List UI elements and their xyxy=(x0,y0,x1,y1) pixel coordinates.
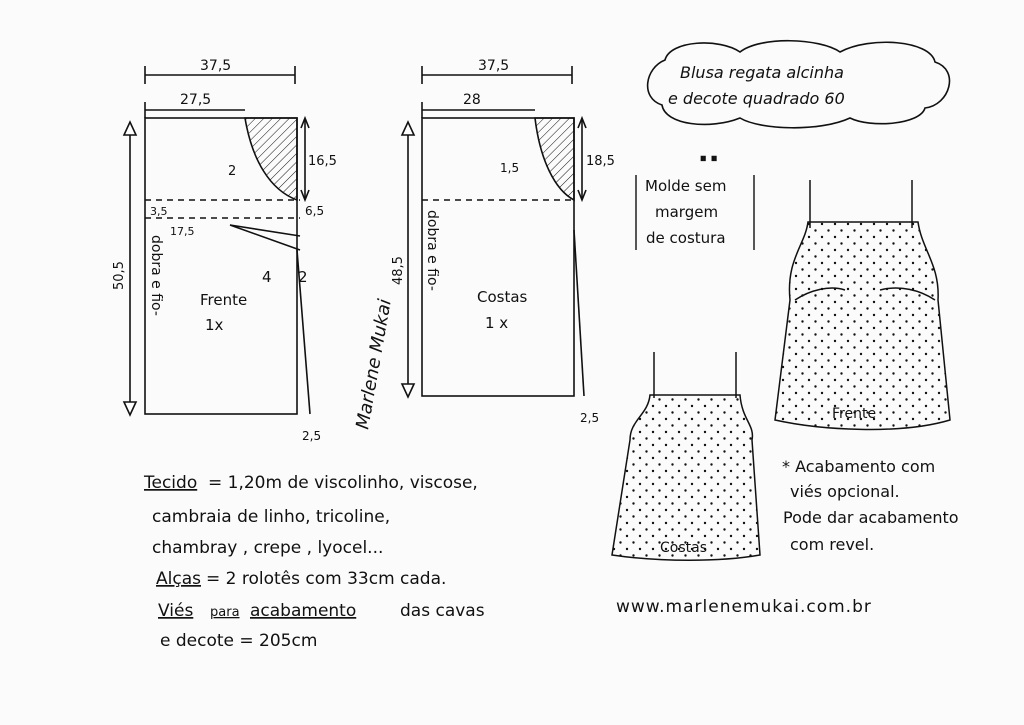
front-armhole-curve: 2 xyxy=(228,164,237,179)
back-width-top: 37,5 xyxy=(478,58,510,74)
back-side-flare xyxy=(574,230,584,396)
back-side-flare: 2,5 xyxy=(580,411,600,425)
finish-line1: * Acabamento com xyxy=(782,457,936,476)
materials-vies-text: das cavas xyxy=(400,601,485,621)
back-height: 48,5 xyxy=(391,256,406,285)
materials-vies-line2: e decote = 205cm xyxy=(160,631,318,651)
back-armhole-curve: 1,5 xyxy=(500,161,520,175)
back-illustration xyxy=(612,352,760,560)
seam-note-line2: margem xyxy=(655,203,719,221)
materials-alcas-label: Alças xyxy=(156,569,201,589)
website: www.marlenemukai.com.br xyxy=(616,597,872,617)
front-width-upper: 27,5 xyxy=(180,92,212,108)
seam-note-line1: Molde sem xyxy=(645,177,727,195)
front-armhole-hatch xyxy=(245,118,297,200)
materials-vies-mid: para xyxy=(210,605,240,620)
front-height: 50,5 xyxy=(112,261,127,290)
front-side-flare: 2,5 xyxy=(302,429,322,443)
front-piece-name: Frente xyxy=(200,291,248,309)
materials-tecido-label: Tecido xyxy=(144,473,198,493)
front-top-body xyxy=(775,222,950,429)
finish-line3: Pode dar acabamento xyxy=(783,508,959,527)
finish-line4: com revel. xyxy=(790,535,875,554)
front-dart-right: 2 xyxy=(298,268,308,286)
finish-line2: viés opcional. xyxy=(790,482,900,501)
back-width-upper: 28 xyxy=(463,92,481,108)
front-illustration xyxy=(775,180,950,429)
front-piece-qty: 1x xyxy=(205,316,224,334)
materials-vies-mid2: acabamento xyxy=(250,601,357,621)
signature: Marlene Mukai xyxy=(352,297,396,431)
title-line2: e decote quadrado 60 xyxy=(668,89,845,108)
back-piece-qty: 1 x xyxy=(485,314,509,332)
materials-tecido-text: = 1,20m de viscolinho, viscose, xyxy=(208,473,478,493)
front-fold-label: dobra e fio- xyxy=(148,235,164,316)
seam-note-line3: de costura xyxy=(646,229,726,247)
materials-tecido-line2: cambraia de linho, tricoline, xyxy=(152,507,391,527)
svg-text:" ": " " xyxy=(700,155,718,171)
front-dart-length: 17,5 xyxy=(170,225,195,238)
front-dart-gap: 6,5 xyxy=(305,204,325,218)
illus-back-label: Costas xyxy=(660,540,707,556)
title-cloud xyxy=(648,41,950,128)
materials-vies-label: Viés xyxy=(158,601,194,621)
materials-alcas-text: = 2 rolotês com 33cm cada. xyxy=(206,569,447,589)
back-fold-label: dobra e fio- xyxy=(424,210,440,291)
front-width-top: 37,5 xyxy=(200,58,232,74)
illus-front-label: Frente xyxy=(832,406,877,422)
back-piece-name: Costas xyxy=(477,288,528,306)
front-neck-drop: 3,5 xyxy=(150,205,168,218)
front-dart xyxy=(230,225,300,250)
back-armhole-depth: 18,5 xyxy=(586,154,615,169)
title-line1: Blusa regata alcinha xyxy=(680,63,844,82)
back-armhole-hatch xyxy=(535,118,574,200)
front-armhole-depth: 16,5 xyxy=(308,154,337,169)
back-top-body xyxy=(612,395,760,560)
materials-tecido-line3: chambray , crepe , lyocel... xyxy=(152,538,384,558)
front-dart-width: 4 xyxy=(262,268,272,286)
